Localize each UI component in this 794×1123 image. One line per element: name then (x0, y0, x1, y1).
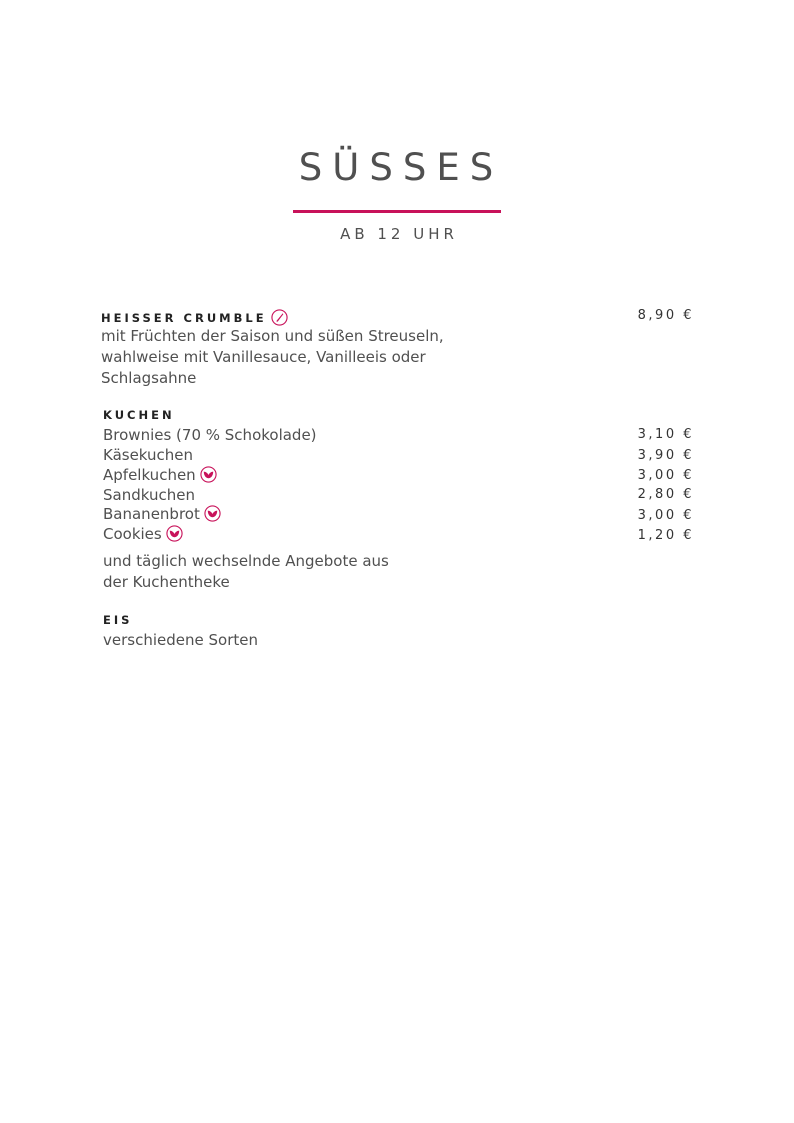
crumble-name: HEISSER CRUMBLE (101, 311, 267, 325)
menu-item-price: 3,90 € (637, 448, 694, 463)
menu-item-price: 3,00 € (637, 508, 694, 523)
vegan-leaf-icon (204, 505, 221, 522)
eis-description: verschiedene Sorten (103, 631, 258, 649)
menu-item-name: Cookies (103, 525, 162, 543)
vegan-leaf-icon (200, 466, 217, 483)
crumble-heading (101, 309, 288, 326)
page-subtitle: AB 12 UHR (340, 225, 458, 243)
vegan-leaf-icon (166, 525, 183, 542)
menu-item-price: 1,20 € (637, 528, 694, 543)
eis-heading: EIS (103, 613, 133, 627)
crumble-price: 8,90 € (637, 308, 694, 323)
kuchen-note: und täglich wechselnde Angebote aus der Kuchentheke (103, 552, 389, 591)
kuchen-heading: KUCHEN (103, 408, 175, 422)
crumble-description: mit Früchten der Saison und süßen Streuseln, wahlweise mit Vanillesauce, Vanilleeis oder Schlagsahne (101, 327, 444, 387)
page-title: SÜSSES (298, 146, 504, 189)
title-divider (293, 210, 501, 213)
menu-item-apfelkuchen (103, 466, 217, 484)
menu-item-bananenbrot (103, 505, 221, 523)
menu-item-name: Brownies (70 % Schokolade) (103, 426, 317, 444)
knife-icon (271, 309, 288, 326)
menu-item-name: Apfelkuchen (103, 466, 196, 484)
menu-item-name: Bananenbrot (103, 505, 200, 523)
menu-item-price: 3,00 € (637, 468, 694, 483)
menu-item-cookies (103, 525, 183, 543)
menu-item-price: 3,10 € (637, 427, 694, 442)
menu-item-name: Käsekuchen (103, 446, 194, 464)
menu-item-name: Sandkuchen (103, 486, 195, 504)
menu-item-price: 2,80 € (637, 487, 694, 502)
